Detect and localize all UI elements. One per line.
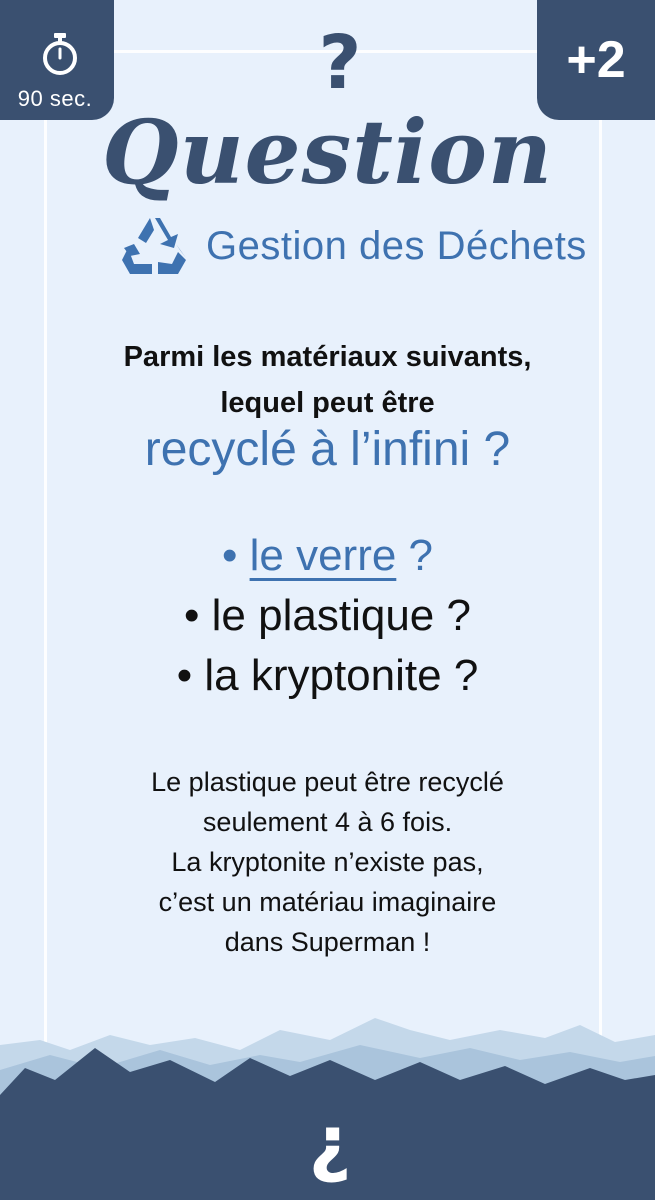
inverted-question-mark-icon: ¿: [308, 1100, 352, 1186]
answer-bullet: •: [176, 651, 193, 700]
answer-option-2: [0, 586, 655, 646]
explanation-line-2: seulement 4 à 6 fois.: [202, 807, 453, 837]
stopwatch-icon: [41, 32, 79, 76]
question-line-1: Parmi les matériaux suivants,: [123, 341, 532, 373]
question-line-2: lequel peut être: [220, 387, 435, 419]
explanation-line-4: c’est un matériau imaginaire: [158, 887, 497, 917]
question-highlight: recyclé à l’infini ?: [144, 423, 511, 476]
explanation-line-3: La kryptonite n’existe pas,: [171, 847, 484, 877]
answer-text: le plastique: [211, 591, 435, 640]
answer-option-1: [0, 526, 655, 586]
recycle-icon: [120, 214, 190, 280]
answer-bullet: •: [184, 591, 200, 640]
answer-suffix: ?: [408, 531, 434, 580]
points-label: +2: [566, 31, 626, 89]
answer-suffix: ?: [446, 591, 471, 640]
category-label: Gestion des Déchets: [206, 224, 587, 268]
question-text: [40, 334, 615, 426]
answer-suffix: ?: [453, 651, 479, 700]
timer-label: 90 sec.: [17, 86, 93, 111]
answer-bullet: •: [221, 531, 238, 580]
question-mark-icon: ?: [318, 20, 362, 106]
explanation-text: [60, 762, 595, 962]
answer-text: la kryptonite: [204, 651, 442, 700]
answer-option-3: [0, 646, 655, 706]
category-badge: [120, 212, 587, 282]
answer-text: le verre: [249, 531, 397, 580]
answer-list: [0, 526, 655, 706]
explanation-line-5: dans Superman !: [224, 927, 431, 957]
card-title: Question: [102, 100, 553, 204]
explanation-line-1: Le plastique peut être recyclé: [151, 767, 504, 797]
